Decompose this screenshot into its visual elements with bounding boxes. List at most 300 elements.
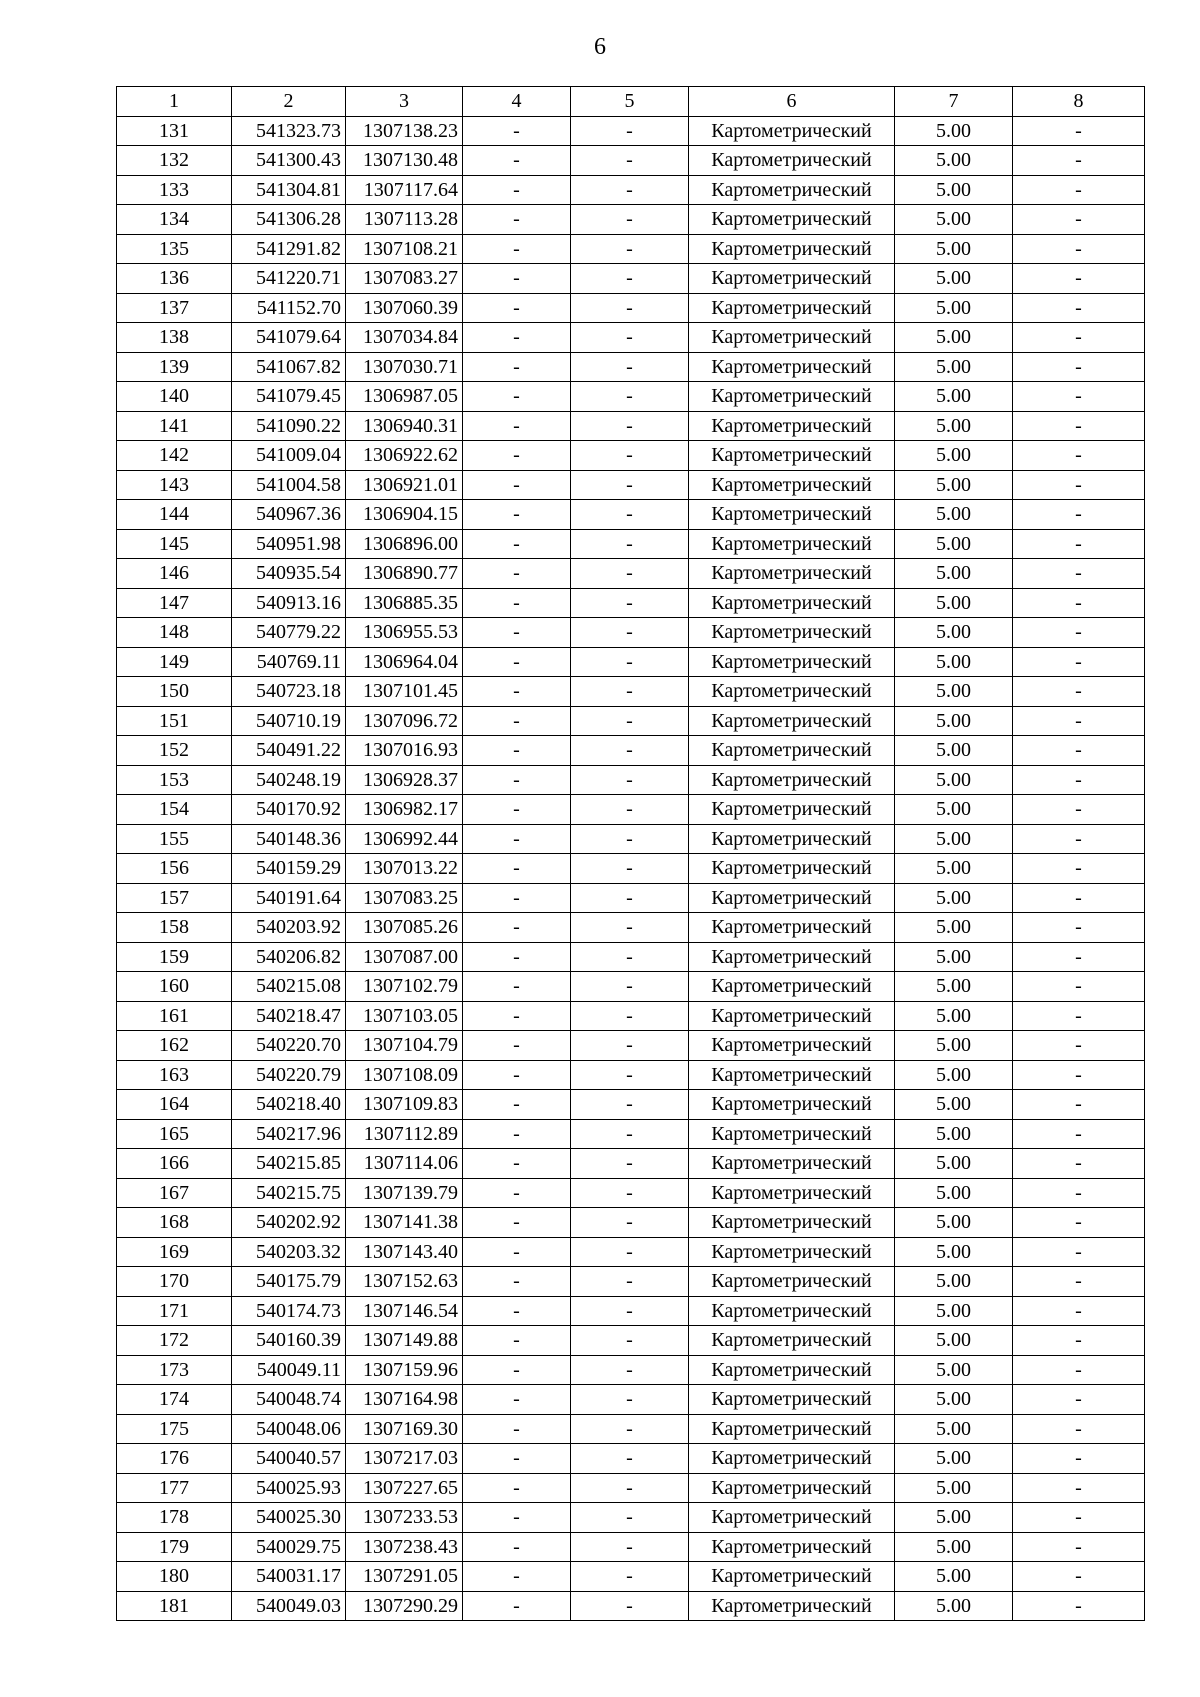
- method-cell: Картометрический: [689, 1267, 895, 1297]
- point-number-cell: 150: [117, 677, 232, 707]
- col-5-value-cell: -: [571, 1414, 689, 1444]
- point-number-cell: 176: [117, 1444, 232, 1474]
- point-number-cell: 172: [117, 1326, 232, 1356]
- col-5-value-cell: -: [571, 411, 689, 441]
- col-4-value-cell: -: [463, 647, 571, 677]
- col-4-value-cell: -: [463, 1385, 571, 1415]
- col-5-value-cell: -: [571, 1385, 689, 1415]
- y-coordinate-cell: 1306987.05: [346, 382, 463, 412]
- x-coordinate-cell: 541079.64: [232, 323, 346, 353]
- point-number-cell: 155: [117, 824, 232, 854]
- col-4-value-cell: -: [463, 529, 571, 559]
- accuracy-cell: 5.00: [895, 175, 1013, 205]
- x-coordinate-cell: 540215.08: [232, 972, 346, 1002]
- method-cell: Картометрический: [689, 382, 895, 412]
- col-5-value-cell: -: [571, 942, 689, 972]
- col-8-value-cell: -: [1013, 205, 1145, 235]
- table-row: [117, 529, 1145, 559]
- accuracy-cell: 5.00: [895, 618, 1013, 648]
- point-number-cell: 166: [117, 1149, 232, 1179]
- col-5-value-cell: -: [571, 441, 689, 471]
- method-cell: Картометрический: [689, 765, 895, 795]
- col-4-value-cell: -: [463, 1178, 571, 1208]
- x-coordinate-cell: 540025.30: [232, 1503, 346, 1533]
- x-coordinate-cell: 540220.70: [232, 1031, 346, 1061]
- col-5-value-cell: -: [571, 972, 689, 1002]
- accuracy-cell: 5.00: [895, 1296, 1013, 1326]
- point-number-cell: 141: [117, 411, 232, 441]
- y-coordinate-cell: 1307139.79: [346, 1178, 463, 1208]
- point-number-cell: 178: [117, 1503, 232, 1533]
- method-cell: Картометрический: [689, 1119, 895, 1149]
- method-cell: Картометрический: [689, 175, 895, 205]
- method-cell: Картометрический: [689, 323, 895, 353]
- point-number-cell: 147: [117, 588, 232, 618]
- col-5-value-cell: -: [571, 1208, 689, 1238]
- col-8-value-cell: -: [1013, 1060, 1145, 1090]
- col-8-value-cell: -: [1013, 765, 1145, 795]
- y-coordinate-cell: 1307108.21: [346, 234, 463, 264]
- accuracy-cell: 5.00: [895, 529, 1013, 559]
- x-coordinate-cell: 540215.75: [232, 1178, 346, 1208]
- accuracy-cell: 5.00: [895, 913, 1013, 943]
- col-8-value-cell: -: [1013, 1001, 1145, 1031]
- y-coordinate-cell: 1307096.72: [346, 706, 463, 736]
- x-coordinate-cell: 541079.45: [232, 382, 346, 412]
- accuracy-cell: 5.00: [895, 1355, 1013, 1385]
- col-4-value-cell: -: [463, 677, 571, 707]
- col-5-value-cell: -: [571, 1562, 689, 1592]
- col-5-value-cell: -: [571, 795, 689, 825]
- col-5-value-cell: -: [571, 323, 689, 353]
- x-coordinate-cell: 540048.74: [232, 1385, 346, 1415]
- col-5-value-cell: -: [571, 1237, 689, 1267]
- col-8-value-cell: -: [1013, 795, 1145, 825]
- x-coordinate-cell: 541067.82: [232, 352, 346, 382]
- col-5-value-cell: -: [571, 1355, 689, 1385]
- x-coordinate-cell: 540202.92: [232, 1208, 346, 1238]
- x-coordinate-cell: 540040.57: [232, 1444, 346, 1474]
- y-coordinate-cell: 1307130.48: [346, 146, 463, 176]
- y-coordinate-cell: 1307101.45: [346, 677, 463, 707]
- column-header-5: 5: [571, 87, 689, 117]
- x-coordinate-cell: 540206.82: [232, 942, 346, 972]
- method-cell: Картометрический: [689, 470, 895, 500]
- method-cell: Картометрический: [689, 1296, 895, 1326]
- y-coordinate-cell: 1306955.53: [346, 618, 463, 648]
- col-4-value-cell: -: [463, 352, 571, 382]
- col-4-value-cell: -: [463, 824, 571, 854]
- y-coordinate-cell: 1306921.01: [346, 470, 463, 500]
- x-coordinate-cell: 540049.03: [232, 1591, 346, 1621]
- table-row: [117, 441, 1145, 471]
- point-number-cell: 169: [117, 1237, 232, 1267]
- point-number-cell: 174: [117, 1385, 232, 1415]
- col-5-value-cell: -: [571, 736, 689, 766]
- x-coordinate-cell: 540710.19: [232, 706, 346, 736]
- accuracy-cell: 5.00: [895, 234, 1013, 264]
- y-coordinate-cell: 1307238.43: [346, 1532, 463, 1562]
- point-number-cell: 142: [117, 441, 232, 471]
- accuracy-cell: 5.00: [895, 500, 1013, 530]
- col-8-value-cell: -: [1013, 1090, 1145, 1120]
- col-8-value-cell: -: [1013, 470, 1145, 500]
- col-5-value-cell: -: [571, 1326, 689, 1356]
- table-row: [117, 1532, 1145, 1562]
- col-8-value-cell: -: [1013, 352, 1145, 382]
- method-cell: Картометрический: [689, 824, 895, 854]
- col-4-value-cell: -: [463, 116, 571, 146]
- col-5-value-cell: -: [571, 264, 689, 294]
- col-8-value-cell: -: [1013, 706, 1145, 736]
- table-row: [117, 205, 1145, 235]
- col-4-value-cell: -: [463, 706, 571, 736]
- accuracy-cell: 5.00: [895, 1208, 1013, 1238]
- table-row: [117, 1060, 1145, 1090]
- col-8-value-cell: -: [1013, 1444, 1145, 1474]
- point-number-cell: 140: [117, 382, 232, 412]
- table-row: [117, 824, 1145, 854]
- col-4-value-cell: -: [463, 559, 571, 589]
- method-cell: Картометрический: [689, 854, 895, 884]
- col-8-value-cell: -: [1013, 116, 1145, 146]
- point-number-cell: 160: [117, 972, 232, 1002]
- table-row: [117, 706, 1145, 736]
- col-8-value-cell: -: [1013, 234, 1145, 264]
- table-row: [117, 1473, 1145, 1503]
- col-5-value-cell: -: [571, 1060, 689, 1090]
- x-coordinate-cell: 540031.17: [232, 1562, 346, 1592]
- point-number-cell: 134: [117, 205, 232, 235]
- col-8-value-cell: -: [1013, 824, 1145, 854]
- accuracy-cell: 5.00: [895, 883, 1013, 913]
- col-5-value-cell: -: [571, 529, 689, 559]
- col-4-value-cell: -: [463, 234, 571, 264]
- x-coordinate-cell: 541291.82: [232, 234, 346, 264]
- accuracy-cell: 5.00: [895, 824, 1013, 854]
- method-cell: Картометрический: [689, 1237, 895, 1267]
- accuracy-cell: 5.00: [895, 795, 1013, 825]
- accuracy-cell: 5.00: [895, 588, 1013, 618]
- column-header-6: 6: [689, 87, 895, 117]
- col-8-value-cell: -: [1013, 1591, 1145, 1621]
- col-4-value-cell: -: [463, 1532, 571, 1562]
- col-8-value-cell: -: [1013, 1119, 1145, 1149]
- col-5-value-cell: -: [571, 352, 689, 382]
- col-8-value-cell: -: [1013, 1473, 1145, 1503]
- point-number-cell: 173: [117, 1355, 232, 1385]
- accuracy-cell: 5.00: [895, 942, 1013, 972]
- accuracy-cell: 5.00: [895, 647, 1013, 677]
- col-5-value-cell: -: [571, 1532, 689, 1562]
- accuracy-cell: 5.00: [895, 706, 1013, 736]
- col-5-value-cell: -: [571, 1090, 689, 1120]
- col-5-value-cell: -: [571, 765, 689, 795]
- method-cell: Картометрический: [689, 146, 895, 176]
- method-cell: Картометрический: [689, 706, 895, 736]
- table-row: [117, 942, 1145, 972]
- accuracy-cell: 5.00: [895, 765, 1013, 795]
- accuracy-cell: 5.00: [895, 1119, 1013, 1149]
- coordinates-table: [116, 86, 1145, 1621]
- col-4-value-cell: -: [463, 1001, 571, 1031]
- table-row: [117, 1444, 1145, 1474]
- x-coordinate-cell: 540967.36: [232, 500, 346, 530]
- y-coordinate-cell: 1307109.83: [346, 1090, 463, 1120]
- col-8-value-cell: -: [1013, 736, 1145, 766]
- table-row: [117, 1385, 1145, 1415]
- point-number-cell: 156: [117, 854, 232, 884]
- point-number-cell: 167: [117, 1178, 232, 1208]
- col-5-value-cell: -: [571, 647, 689, 677]
- point-number-cell: 149: [117, 647, 232, 677]
- method-cell: Картометрический: [689, 264, 895, 294]
- y-coordinate-cell: 1307290.29: [346, 1591, 463, 1621]
- table-row: [117, 1562, 1145, 1592]
- x-coordinate-cell: 540779.22: [232, 618, 346, 648]
- x-coordinate-cell: 540203.32: [232, 1237, 346, 1267]
- x-coordinate-cell: 540769.11: [232, 647, 346, 677]
- col-4-value-cell: -: [463, 500, 571, 530]
- point-number-cell: 137: [117, 293, 232, 323]
- method-cell: Картометрический: [689, 1001, 895, 1031]
- col-8-value-cell: -: [1013, 1178, 1145, 1208]
- method-cell: Картометрический: [689, 1503, 895, 1533]
- y-coordinate-cell: 1306964.04: [346, 647, 463, 677]
- accuracy-cell: 5.00: [895, 264, 1013, 294]
- col-4-value-cell: -: [463, 765, 571, 795]
- table-row: [117, 559, 1145, 589]
- method-cell: Картометрический: [689, 205, 895, 235]
- point-number-cell: 135: [117, 234, 232, 264]
- x-coordinate-cell: 540160.39: [232, 1326, 346, 1356]
- col-5-value-cell: -: [571, 854, 689, 884]
- method-cell: Картометрический: [689, 293, 895, 323]
- accuracy-cell: 5.00: [895, 972, 1013, 1002]
- col-4-value-cell: -: [463, 1031, 571, 1061]
- col-8-value-cell: -: [1013, 146, 1145, 176]
- accuracy-cell: 5.00: [895, 559, 1013, 589]
- accuracy-cell: 5.00: [895, 1090, 1013, 1120]
- col-4-value-cell: -: [463, 1149, 571, 1179]
- col-8-value-cell: -: [1013, 913, 1145, 943]
- table-row: [117, 1355, 1145, 1385]
- x-coordinate-cell: 540148.36: [232, 824, 346, 854]
- y-coordinate-cell: 1307117.64: [346, 175, 463, 205]
- table-row: [117, 116, 1145, 146]
- col-8-value-cell: -: [1013, 883, 1145, 913]
- y-coordinate-cell: 1307146.54: [346, 1296, 463, 1326]
- table-row: [117, 677, 1145, 707]
- y-coordinate-cell: 1306928.37: [346, 765, 463, 795]
- table-body: [117, 116, 1145, 1621]
- y-coordinate-cell: 1307034.84: [346, 323, 463, 353]
- x-coordinate-cell: 540491.22: [232, 736, 346, 766]
- point-number-cell: 151: [117, 706, 232, 736]
- col-8-value-cell: -: [1013, 175, 1145, 205]
- accuracy-cell: 5.00: [895, 205, 1013, 235]
- point-number-cell: 170: [117, 1267, 232, 1297]
- y-coordinate-cell: 1307030.71: [346, 352, 463, 382]
- table-row: [117, 854, 1145, 884]
- x-coordinate-cell: 540048.06: [232, 1414, 346, 1444]
- point-number-cell: 139: [117, 352, 232, 382]
- table-row: [117, 264, 1145, 294]
- point-number-cell: 163: [117, 1060, 232, 1090]
- col-4-value-cell: -: [463, 264, 571, 294]
- x-coordinate-cell: 540175.79: [232, 1267, 346, 1297]
- col-8-value-cell: -: [1013, 382, 1145, 412]
- col-5-value-cell: -: [571, 205, 689, 235]
- col-8-value-cell: -: [1013, 411, 1145, 441]
- col-4-value-cell: -: [463, 146, 571, 176]
- table-row: [117, 470, 1145, 500]
- column-header-7: 7: [895, 87, 1013, 117]
- col-5-value-cell: -: [571, 382, 689, 412]
- method-cell: Картометрический: [689, 500, 895, 530]
- table-row: [117, 1503, 1145, 1533]
- y-coordinate-cell: 1306904.15: [346, 500, 463, 530]
- accuracy-cell: 5.00: [895, 1385, 1013, 1415]
- method-cell: Картометрический: [689, 352, 895, 382]
- col-8-value-cell: -: [1013, 854, 1145, 884]
- method-cell: Картометрический: [689, 1090, 895, 1120]
- col-8-value-cell: -: [1013, 1385, 1145, 1415]
- col-5-value-cell: -: [571, 706, 689, 736]
- x-coordinate-cell: 541152.70: [232, 293, 346, 323]
- accuracy-cell: 5.00: [895, 1503, 1013, 1533]
- table-row: [117, 1001, 1145, 1031]
- col-8-value-cell: -: [1013, 323, 1145, 353]
- col-5-value-cell: -: [571, 293, 689, 323]
- point-number-cell: 131: [117, 116, 232, 146]
- x-coordinate-cell: 541004.58: [232, 470, 346, 500]
- method-cell: Картометрический: [689, 677, 895, 707]
- point-number-cell: 148: [117, 618, 232, 648]
- x-coordinate-cell: 540951.98: [232, 529, 346, 559]
- col-4-value-cell: -: [463, 470, 571, 500]
- table-row: [117, 382, 1145, 412]
- x-coordinate-cell: 540220.79: [232, 1060, 346, 1090]
- method-cell: Картометрический: [689, 1444, 895, 1474]
- col-8-value-cell: -: [1013, 264, 1145, 294]
- col-5-value-cell: -: [571, 500, 689, 530]
- col-8-value-cell: -: [1013, 1562, 1145, 1592]
- col-8-value-cell: -: [1013, 1267, 1145, 1297]
- point-number-cell: 152: [117, 736, 232, 766]
- y-coordinate-cell: 1307169.30: [346, 1414, 463, 1444]
- x-coordinate-cell: 541323.73: [232, 116, 346, 146]
- x-coordinate-cell: 540218.40: [232, 1090, 346, 1120]
- y-coordinate-cell: 1307159.96: [346, 1355, 463, 1385]
- col-4-value-cell: -: [463, 293, 571, 323]
- col-4-value-cell: -: [463, 795, 571, 825]
- table-row: [117, 1208, 1145, 1238]
- y-coordinate-cell: 1306940.31: [346, 411, 463, 441]
- point-number-cell: 146: [117, 559, 232, 589]
- col-5-value-cell: -: [571, 913, 689, 943]
- y-coordinate-cell: 1307217.03: [346, 1444, 463, 1474]
- col-5-value-cell: -: [571, 1031, 689, 1061]
- x-coordinate-cell: 541009.04: [232, 441, 346, 471]
- col-4-value-cell: -: [463, 1414, 571, 1444]
- accuracy-cell: 5.00: [895, 1031, 1013, 1061]
- col-8-value-cell: -: [1013, 972, 1145, 1002]
- col-8-value-cell: -: [1013, 1414, 1145, 1444]
- point-number-cell: 153: [117, 765, 232, 795]
- table-row: [117, 765, 1145, 795]
- accuracy-cell: 5.00: [895, 1237, 1013, 1267]
- method-cell: Картометрический: [689, 618, 895, 648]
- col-4-value-cell: -: [463, 323, 571, 353]
- accuracy-cell: 5.00: [895, 411, 1013, 441]
- accuracy-cell: 5.00: [895, 116, 1013, 146]
- accuracy-cell: 5.00: [895, 1060, 1013, 1090]
- col-5-value-cell: -: [571, 559, 689, 589]
- point-number-cell: 157: [117, 883, 232, 913]
- col-4-value-cell: -: [463, 1296, 571, 1326]
- col-5-value-cell: -: [571, 618, 689, 648]
- y-coordinate-cell: 1307227.65: [346, 1473, 463, 1503]
- table-row: [117, 1090, 1145, 1120]
- table-row: [117, 146, 1145, 176]
- col-5-value-cell: -: [571, 1119, 689, 1149]
- point-number-cell: 144: [117, 500, 232, 530]
- x-coordinate-cell: 540248.19: [232, 765, 346, 795]
- table-row: [117, 234, 1145, 264]
- y-coordinate-cell: 1306992.44: [346, 824, 463, 854]
- col-8-value-cell: -: [1013, 677, 1145, 707]
- col-8-value-cell: -: [1013, 588, 1145, 618]
- x-coordinate-cell: 540170.92: [232, 795, 346, 825]
- accuracy-cell: 5.00: [895, 1149, 1013, 1179]
- table-row: [117, 411, 1145, 441]
- x-coordinate-cell: 541306.28: [232, 205, 346, 235]
- col-8-value-cell: -: [1013, 1326, 1145, 1356]
- x-coordinate-cell: 541090.22: [232, 411, 346, 441]
- y-coordinate-cell: 1307083.25: [346, 883, 463, 913]
- x-coordinate-cell: 540203.92: [232, 913, 346, 943]
- col-5-value-cell: -: [571, 1591, 689, 1621]
- col-4-value-cell: -: [463, 1208, 571, 1238]
- point-number-cell: 177: [117, 1473, 232, 1503]
- method-cell: Картометрический: [689, 736, 895, 766]
- col-8-value-cell: -: [1013, 529, 1145, 559]
- col-5-value-cell: -: [571, 1178, 689, 1208]
- y-coordinate-cell: 1307113.28: [346, 205, 463, 235]
- col-4-value-cell: -: [463, 175, 571, 205]
- method-cell: Картометрический: [689, 1385, 895, 1415]
- method-cell: Картометрический: [689, 883, 895, 913]
- x-coordinate-cell: 540723.18: [232, 677, 346, 707]
- method-cell: Картометрический: [689, 234, 895, 264]
- method-cell: Картометрический: [689, 1532, 895, 1562]
- method-cell: Картометрический: [689, 942, 895, 972]
- y-coordinate-cell: 1306982.17: [346, 795, 463, 825]
- col-8-value-cell: -: [1013, 559, 1145, 589]
- y-coordinate-cell: 1306922.62: [346, 441, 463, 471]
- table-row: [117, 175, 1145, 205]
- accuracy-cell: 5.00: [895, 1473, 1013, 1503]
- accuracy-cell: 5.00: [895, 352, 1013, 382]
- accuracy-cell: 5.00: [895, 677, 1013, 707]
- column-header-2: 2: [232, 87, 346, 117]
- point-number-cell: 132: [117, 146, 232, 176]
- accuracy-cell: 5.00: [895, 1591, 1013, 1621]
- method-cell: Картометрический: [689, 441, 895, 471]
- method-cell: Картометрический: [689, 1562, 895, 1592]
- col-8-value-cell: -: [1013, 293, 1145, 323]
